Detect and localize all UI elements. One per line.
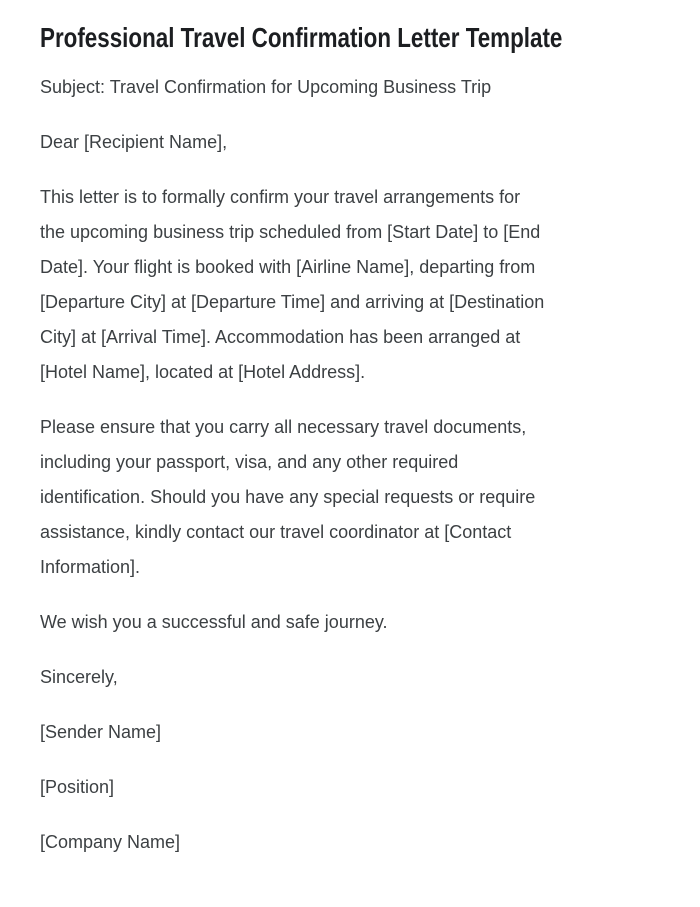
sender-name (40, 715, 660, 750)
text-line: [Hotel Name], located at [Hotel Address]. (40, 362, 366, 382)
text-line: Information]. (40, 557, 141, 577)
text-line: [Sender Name] (40, 722, 162, 742)
subject-line (40, 70, 660, 105)
page-title-text: Professional Travel Confirmation Letter Template (40, 22, 563, 53)
sender-position (40, 770, 660, 805)
text-line: [Position] (40, 777, 115, 797)
text-line: Please ensure that you carry all necessary travel documents, (40, 417, 527, 437)
salutation (40, 125, 660, 160)
text-line: [Departure City] at [Departure Time] and arriving at [Destination (40, 292, 545, 312)
text-line: This letter is to formally confirm your travel arrangements for (40, 187, 521, 207)
text-line: Date]. Your flight is booked with [Airline Name], departing from (40, 257, 536, 277)
text-line: We wish you a successful and safe journey. (40, 612, 388, 632)
text-line: assistance, kindly contact our travel coordinator at [Contact (40, 522, 512, 542)
text-line: Sincerely, (40, 667, 118, 687)
page-title (40, 20, 660, 56)
text-line: the upcoming business trip scheduled from [Start Date] to [End (40, 222, 541, 242)
text-line: Dear [Recipient Name], (40, 132, 228, 152)
text-line: Subject: Travel Confirmation for Upcoming Business Trip (40, 77, 492, 97)
text-line: including your passport, visa, and any other required (40, 452, 459, 472)
closing-wish (40, 605, 660, 640)
sender-company (40, 825, 660, 860)
sign-off (40, 660, 660, 695)
text-line: [Company Name] (40, 832, 181, 852)
text-line: City] at [Arrival Time]. Accommodation has been arranged at (40, 327, 521, 347)
body-paragraph-1 (40, 180, 660, 390)
body-paragraph-2 (40, 410, 660, 585)
text-line: identification. Should you have any special requests or require (40, 487, 536, 507)
